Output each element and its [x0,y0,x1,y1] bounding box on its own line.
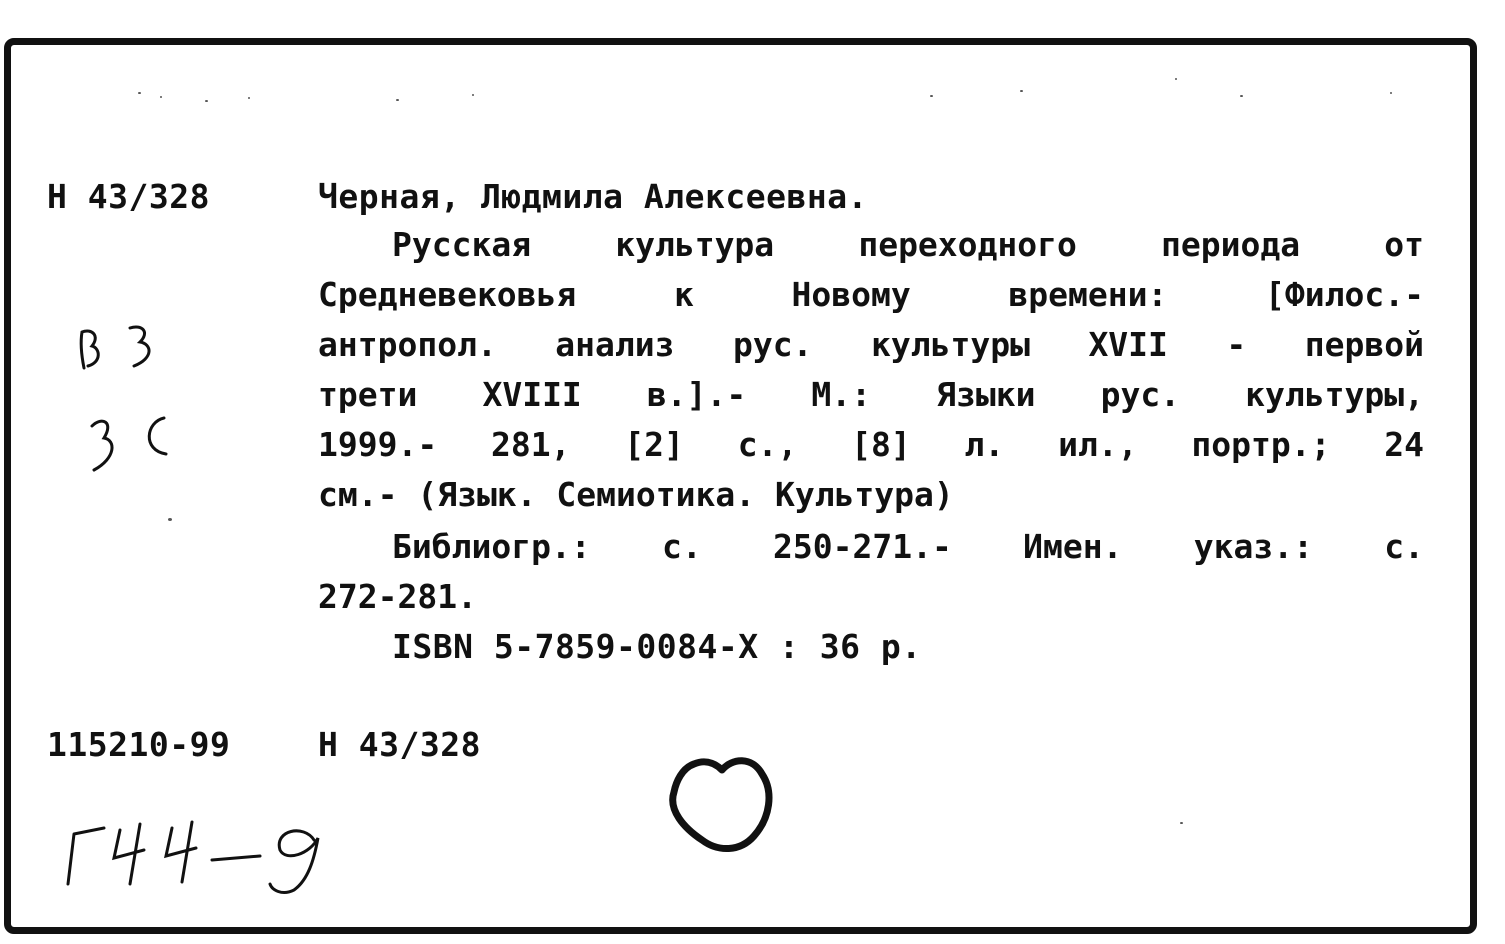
author-heading: Черная, Людмила Алексеевна. [318,177,868,216]
title-line: см.- (Язык. Семиотика. Культура) [318,475,954,514]
bibliography-line: 272-281. [318,577,477,616]
isbn-line: ISBN 5-7859-0084-X : 36 р. [392,627,922,666]
bibliography-line: Библиогр.: с. 250-271.- Имен. указ.: с. [392,527,1424,566]
registration-number: 115210-99 [47,725,231,764]
handwritten-bottom-code [60,810,340,900]
call-number: Н 43/328 [47,177,210,216]
handwritten-mark-top [70,318,180,378]
title-line: трети XVIII в.].- М.: Языки рус. культуры, [318,375,1424,414]
title-line: антропол. анализ рус. культуры XVII - первой [318,325,1424,364]
handwritten-mark-middle [80,410,190,480]
title-line: 1999.- 281, [2] с., [8] л. ил., портр.; 24 [318,425,1424,464]
stamp-outline [662,748,780,860]
title-line: Русская культура переходного периода от [392,225,1424,264]
bottom-call-number: Н 43/328 [318,725,481,764]
title-line: Средневековья к Новому времени: [Филос.- [318,275,1424,314]
